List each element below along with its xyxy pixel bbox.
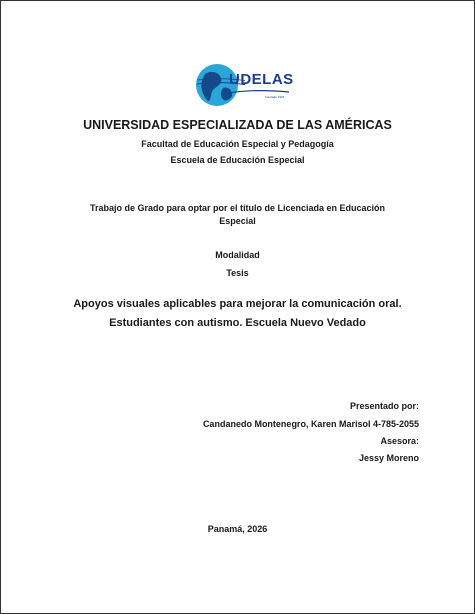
school-name: Escuela de Educación Especial [170,155,305,165]
modality-value: Tesis [226,268,249,278]
degree-line-1: Trabajo de Grado para optar por el título de Licenciada en Educación [89,203,386,213]
faculty-name: Facultad de Educación Especial y Pedagogía [141,139,334,149]
logo-tagline: Fundada 1997 [265,95,285,99]
presented-by-label: Presentado por: [349,401,419,411]
thesis-title-line-2: Estudiantes con autismo. Escuela Nuevo Vedado [109,317,366,329]
thesis-title-line-1: Apoyos visuales aplicables para mejorar la comunicación oral. [73,298,402,310]
university-name: UNIVERSIDAD ESPECIALIZADA DE LAS AMÉRICAS [83,118,392,132]
logo-wordmark: UDELAS [229,71,294,88]
advisor-name: Jessy Moreno [358,453,419,463]
degree-line-2: Especial [219,216,256,226]
author-name: Candanedo Montenegro, Karen Marisol 4-785-2055 [202,419,419,429]
advisor-label: Asesora: [380,436,419,446]
udelas-logo [193,60,293,112]
modality-label: Modalidad [215,250,260,260]
place-date: Panamá, 2026 [207,524,268,534]
